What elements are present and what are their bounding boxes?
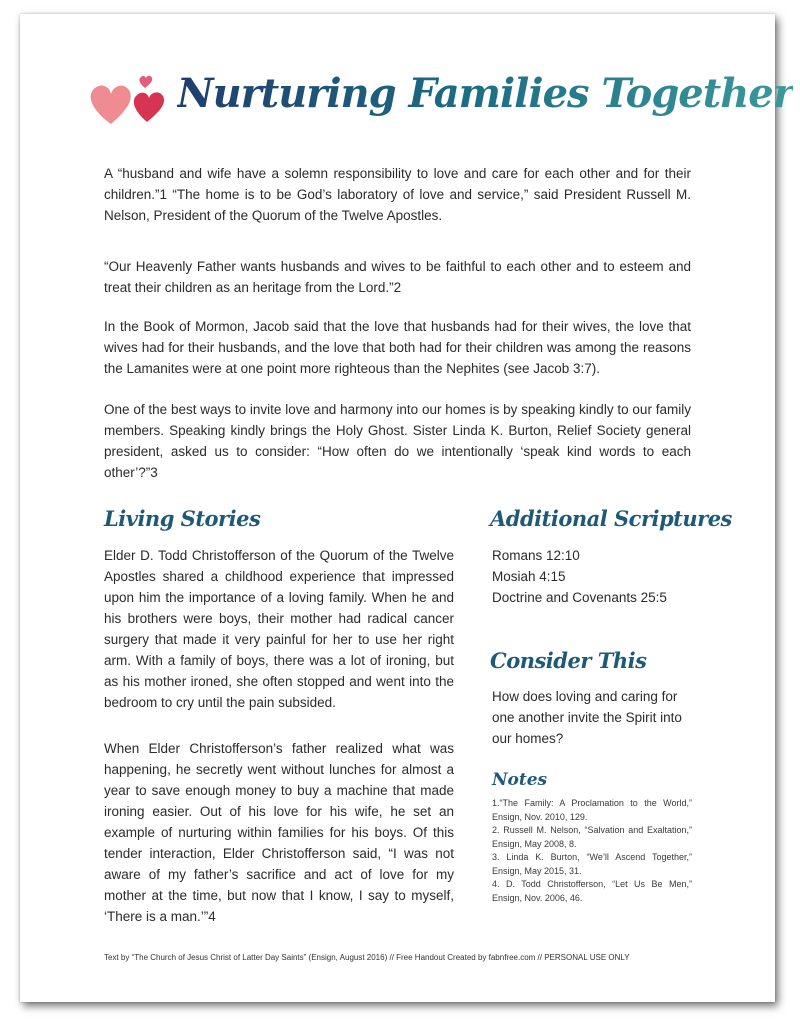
note-item: 3. Linda K. Burton, “We’ll Ascend Together,” Ensign, May 2015, 31. — [492, 852, 692, 876]
living-stories-heading: Living Stories — [104, 506, 261, 531]
scripture-item: Mosiah 4:15 — [492, 569, 566, 584]
consider-this-text: How does loving and caring for one another invite the Spirit into our homes? — [492, 689, 682, 746]
scripture-item: Romans 12:10 — [492, 548, 580, 563]
note-item: 1.“The Family: A Proclamation to the World,” Ensign, Nov. 2010, 129. — [492, 798, 692, 822]
page-title: Nurturing Families Together — [177, 70, 793, 117]
hearts-icon — [85, 62, 175, 132]
note-item: 2. Russell M. Nelson, “Salvation and Exaltation,” Ensign, May 2008, 8. — [492, 825, 692, 849]
intro-paragraph-4: One of the best ways to invite love and harmony into our homes is by speaking kindly to our family members. Speaking kindly brings the Holy Ghost. Sister Linda K. Burton, Relief Society general president, asked us to consider: “How often do we intentionally ‘speak kind words to each other’?”3 — [104, 402, 691, 480]
story-paragraph-2: When Elder Christofferson’s father realized what was happening, he secretly went without lunches for almost a year to save enough money to buy a machine that made ironing easier. Out of his love for his wife, he set an example of nurturing within families for his boys. Of this tender interaction, Elder Christofferson said, “I was not aware of my father’s sacrifice and act of love for my mother at the time, but now that I know, I say to myself, ‘There is a man.’”4 — [104, 741, 454, 924]
note-item: 4. D. Todd Christofferson, “Let Us Be Men,” Ensign, Nov. 2006, 46. — [492, 879, 692, 903]
title-row — [85, 62, 793, 142]
intro-paragraph-3: In the Book of Mormon, Jacob said that the love that husbands had for their wives, the love that wives had for their husbands, and the love that both had for their children was among the reasons the Lamanites were at one point more righteous than the Nephites (see Jacob 3:7). — [104, 319, 691, 376]
intro-paragraph-1: A “husband and wife have a solemn responsibility to love and care for each other and for their children.”1 “The home is to be God’s laboratory of love and service,” said President Russell M. Nelson, President of the Quorum of the Twelve Apostles. — [104, 166, 691, 223]
consider-this-heading: Consider This — [490, 648, 647, 673]
additional-scriptures-heading: Additional Scriptures — [490, 506, 732, 531]
footer-credit: Text by “The Church of Jesus Christ of Latter Day Saints” (Ensign, August 2016) // Free Handout Created by fabnfree.com // PERSONAL USE ONLY — [104, 953, 630, 962]
story-paragraph-1: Elder D. Todd Christofferson of the Quorum of the Twelve Apostles shared a childhood experience that impressed upon him the importance of a loving family. When he and his brothers were boys, their mother had radical cancer surgery that made it very painful for her to use her right arm. With a family of boys, there was a lot of ironing, but as his mother ironed, she often stopped and went into the bedroom to cry until the pain subsided. — [104, 548, 454, 710]
notes-heading: Notes — [492, 770, 548, 790]
intro-paragraph-2: “Our Heavenly Father wants husbands and wives to be faithful to each other and to esteem and treat their children as an heritage from the Lord.”2 — [104, 259, 691, 295]
scripture-item: Doctrine and Covenants 25:5 — [492, 590, 667, 605]
